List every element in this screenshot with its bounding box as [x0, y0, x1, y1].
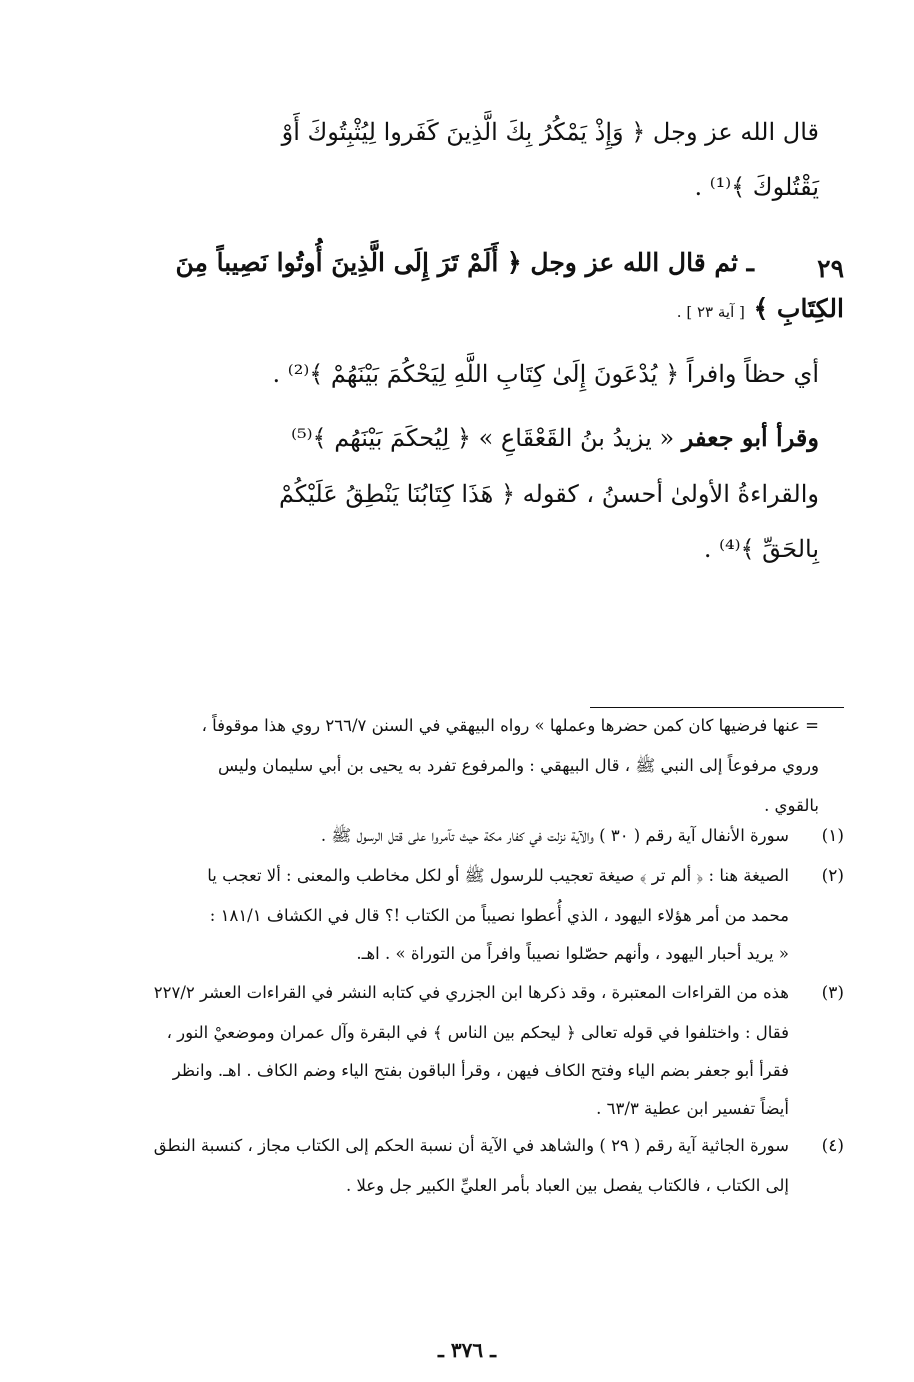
footnote-number-3: (٣) — [821, 983, 844, 1003]
section-heading-line-2 — [99, 294, 844, 323]
footnote-3-line-2: فقال : واختلفوا في قوله تعالى ﴿ ليحكم بين الناس ﴾ في البقرة وآل عمران وموضعيْ النور ، — [166, 1023, 789, 1042]
footnote-2-line-2: محمد من أمر هؤلاء اليهود ، الذي أُعطوا نصيباً من الكتاب !؟ قال في الكشاف ١٨١/١ : — [209, 906, 789, 925]
main-text-line-1: قال الله عز وجل ﴿ وَإِذْ يَمْكُرُ بِكَ الَّذِينَ كَفَروا لِيُثْبِتُوكَ أَوْ — [281, 118, 819, 146]
main-text-line-5: والقراءةُ الأولىٰ أحسنُ ، كقوله ﴿ هَذَا كِتَابُنَا يَنْطِقُ عَلَيْكُمْ — [278, 480, 819, 508]
footnote-number-1: (١) — [821, 826, 844, 846]
footnote-separator — [590, 707, 844, 708]
section-heading-line-1: ـ ثم قال الله عز وجل ﴿ أَلَمْ تَرَ إِلَى الَّذِينَ أُوتُوا نَصِيباً مِنَ — [175, 248, 754, 277]
page-number: ـ ٣٧٦ ـ — [438, 1338, 496, 1362]
main-text-line-2: يَقْتُلوكَ ﴾⁽¹⁾ . — [694, 173, 819, 201]
verse-reference: [ آية ٢٣ ] . — [676, 303, 745, 321]
footnote-2-line-3: « يريد أحبار اليهود ، وأنهم حصّلوا نصيباً وافراً من التوراة » . اهـ. — [356, 944, 789, 963]
footnote-4-line-2: إلى الكتاب ، فالكتاب يفصل بين العباد بأمر العليِّ الكبير جل وعلا . — [345, 1176, 789, 1195]
main-text-line-6: بِالحَقِّ ﴾⁽⁴⁾ . — [703, 535, 819, 563]
footnote-number-2: (٢) — [821, 866, 844, 886]
footnote-1-line-1: سورة الأنفال آية رقم ( ٣٠ ) والآية نزلت في كفار مكة حيث تآمروا على قتل الرسول ﷺ . — [320, 826, 789, 845]
section-number: ٢٩ — [817, 254, 844, 283]
main-text-line-3: أي حظاً وافراً ﴿ يُدْعَونَ إِلَىٰ كِتَابِ اللَّهِ لِيَحْكُمَ بَيْنَهُمْ ﴾⁽²⁾ . — [272, 360, 819, 388]
footnote-number-4: (٤) — [821, 1136, 844, 1156]
reading-text: « يزيدُ بنُ القَعْقَاعِ » ﴿ لِيُحكَمَ بَيْنَهُم ﴾⁽⁵⁾ — [291, 424, 675, 452]
main-text-line-4 — [99, 416, 819, 460]
footnote-3-line-3: فقرأ أبو جعفر بضم الياء وفتح الكاف فيهن ، وقرأ الباقون بفتح الياء وضم الكاف . اهـ. وانظر — [172, 1061, 789, 1080]
footnote-2-line-1: الصيغة هنا : ﴿ ألم تر ﴾ صيغة تعجيب للرسول ﷺ أو لكل مخاطب والمعنى : ألا تعجب يا — [207, 866, 789, 885]
footnote-3-line-1: هذه من القراءات المعتبرة ، وقد ذكرها ابن الجزري في كتابه النشر في القراءات العشر ٢٢٧/٢ — [153, 983, 789, 1002]
footnote-continuation-line-2: وروي مرفوعاً إلى النبي ﷺ ، قال البيهقي : والمرفوع تفرد به يحيى بن أبي سليمان وليس — [218, 756, 819, 775]
section-heading-verse: الكِتَابِ ﴾ — [753, 294, 844, 323]
footnote-continuation-line-3: بالقوي . — [764, 796, 819, 815]
footnote-continuation-line-1: = عنها فرضيها كان كمن حضرها وعملها » رواه البيهقي في السنن ٢٦٦/٧ روي هذا موقوفاً ، — [201, 716, 819, 735]
reader-name: وقرأ أبو جعفر — [681, 423, 819, 452]
footnote-4-line-1: سورة الجاثية آية رقم ( ٢٩ ) والشاهد في الآية أن نسبة الحكم إلى الكتاب مجاز ، كنسبة النطق — [153, 1136, 789, 1155]
footnote-3-line-4: أيضاً تفسير ابن عطية ٦٣/٣ . — [596, 1099, 789, 1118]
